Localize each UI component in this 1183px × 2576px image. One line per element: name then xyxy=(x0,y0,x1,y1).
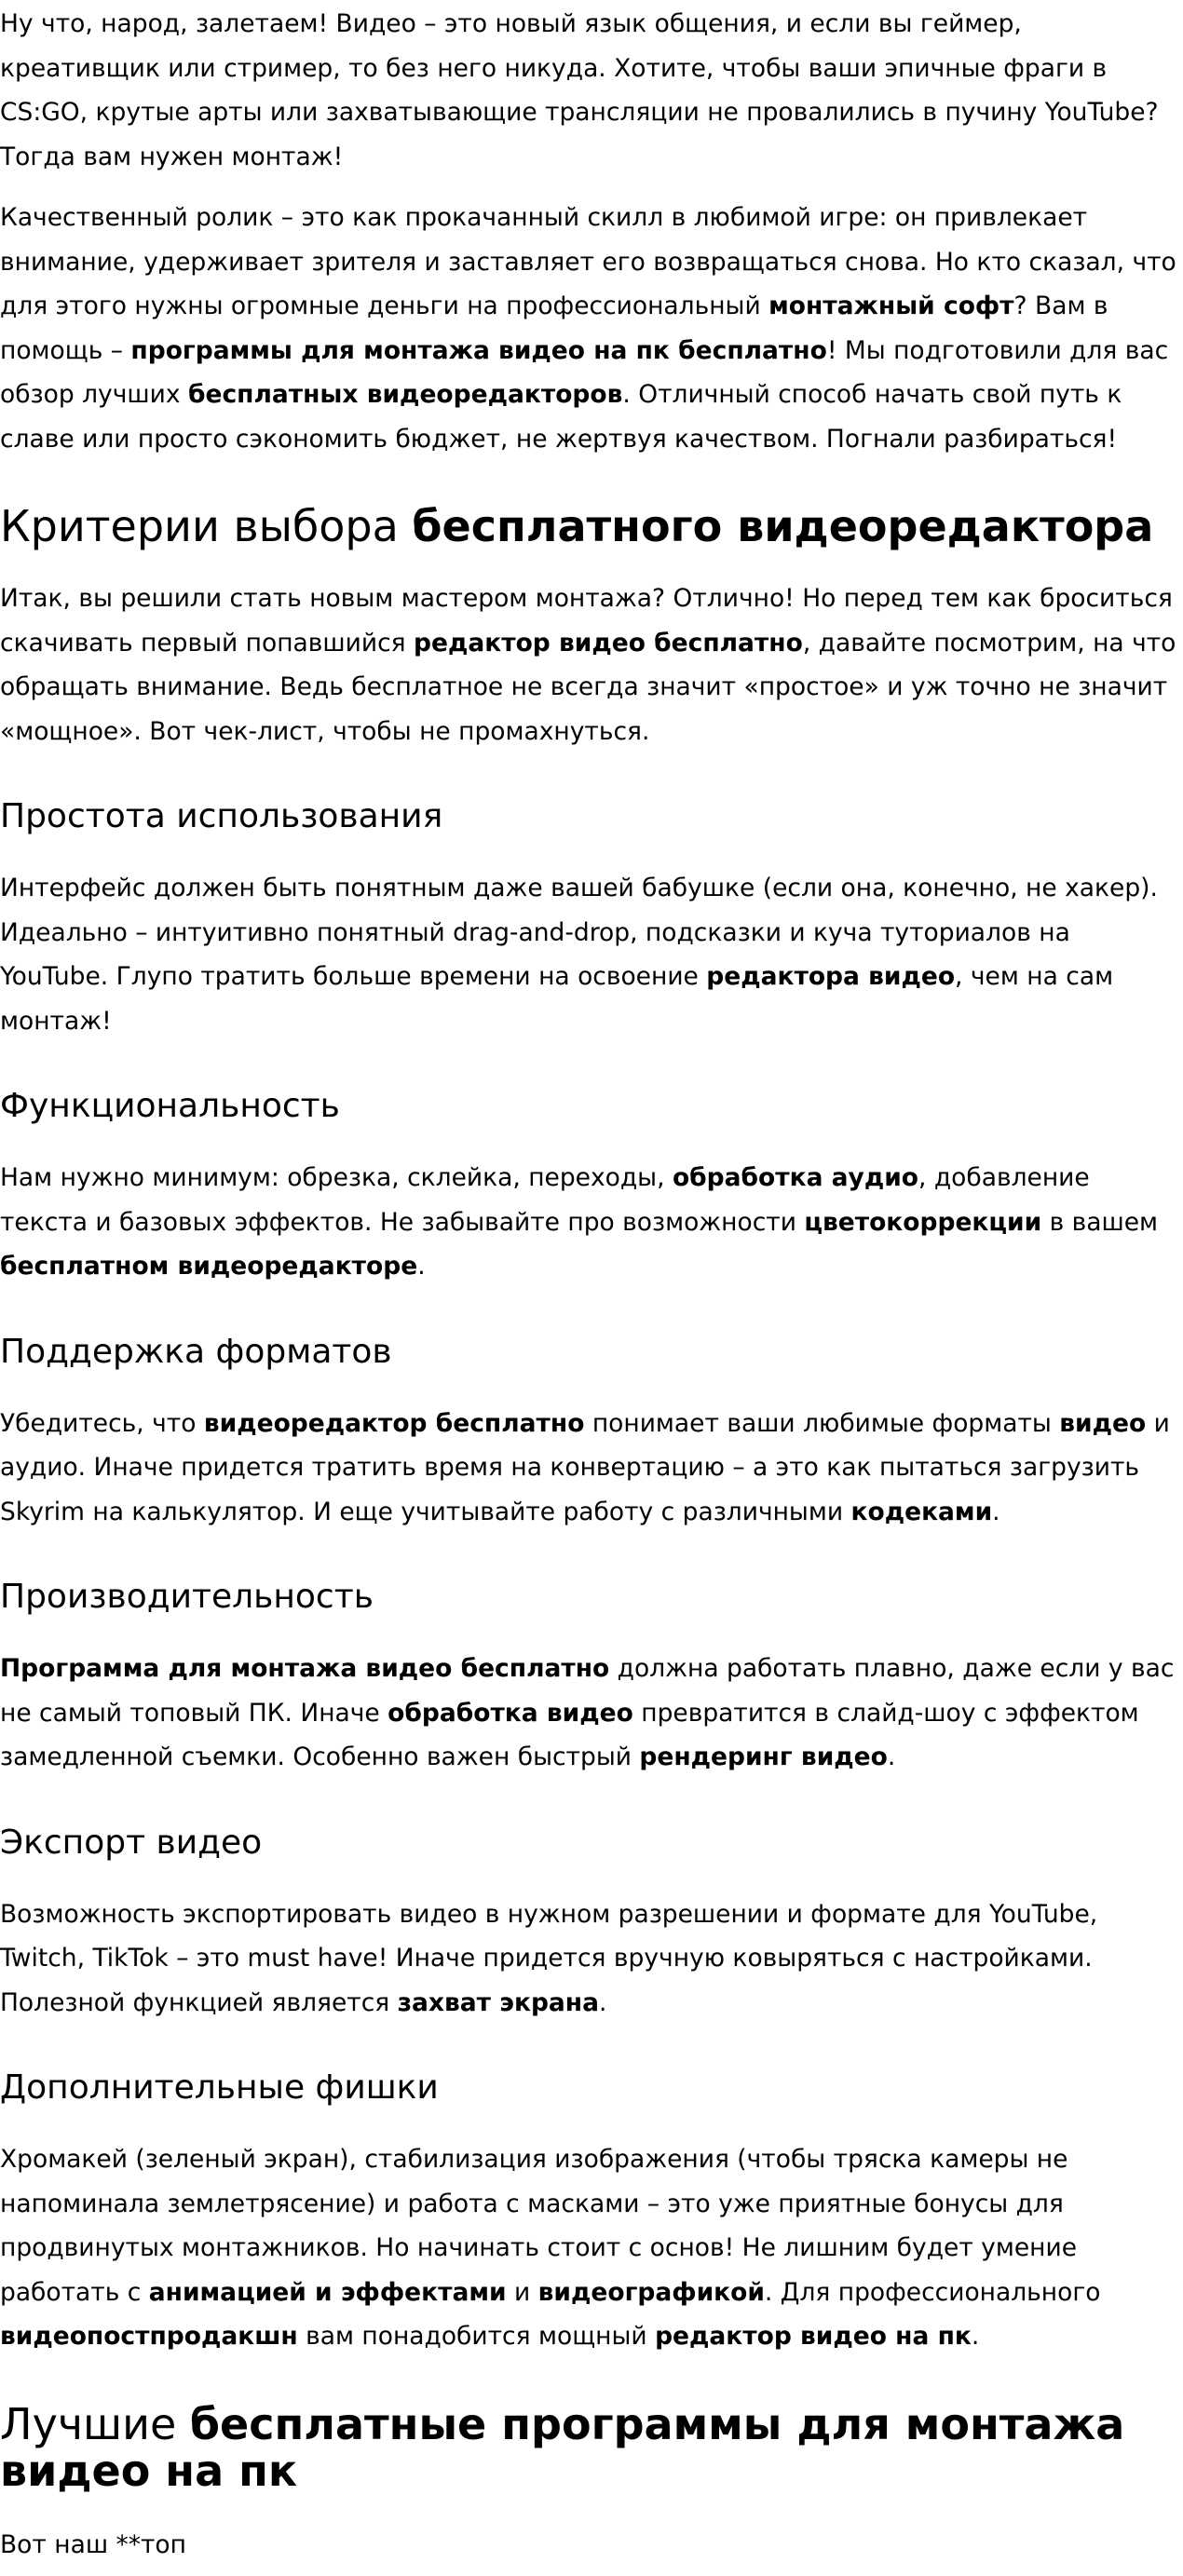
bold-keyword: цветокоррекции xyxy=(804,1207,1042,1237)
heading-best-programs xyxy=(0,2398,1183,2496)
section-paragraph-extras xyxy=(0,2137,1183,2359)
criteria-sections xyxy=(0,796,1183,2359)
bold-keyword: рендеринг видео xyxy=(639,1742,888,1771)
text-segment: . Для профессионального xyxy=(764,2277,1101,2307)
text-segment: и xyxy=(506,2277,538,2307)
text-segment: превратится в слайд-шоу с эффектом замедленной съемки. Особенно важен быстрый xyxy=(0,1698,1139,1771)
text-segment: ! Мы подготовили для вас обзор лучших xyxy=(0,335,1169,409)
bold-keyword: видеопостпродакшн xyxy=(0,2322,298,2351)
text-segment: ? Вам в помощь – xyxy=(0,291,1108,365)
section-heading-extras: Дополнительные фишки xyxy=(0,2068,439,2107)
text-segment: . xyxy=(992,1497,1000,1526)
text-segment: . xyxy=(599,1987,607,2017)
bold-keyword: обработка аудио xyxy=(672,1163,919,1192)
section-paragraph-performance xyxy=(0,1647,1183,1780)
section-paragraph-formats xyxy=(0,1402,1183,1535)
bold-keyword: кодеками xyxy=(850,1497,993,1526)
text-segment: Хромакей (зеленый экран), стабилизация изображения (чтобы тряска камеры не напоминала землетрясение) и работа с масками – это уже приятные бонусы для продвинутых монтажников. Но начинать стоит с основ! Не лишним будет умение работать с xyxy=(0,2145,1078,2307)
section-paragraph-ease-of-use xyxy=(0,866,1183,1043)
bold-keyword: видеоредактор бесплатно xyxy=(203,1408,585,1438)
bold-keyword: программы для монтажа видео на пк бесплатно xyxy=(130,335,827,365)
text-segment: . xyxy=(887,1742,896,1771)
section-heading-functionality: Функциональность xyxy=(0,1087,340,1125)
bold-keyword: захват экрана xyxy=(397,1987,600,2017)
text-segment: Критерии выбора xyxy=(0,501,413,551)
bold-keyword: видеографикой xyxy=(537,2277,765,2307)
bold-keyword: Программа для монтажа видео бесплатно xyxy=(0,1654,610,1683)
text-segment: , добавление текста и базовых эффектов. Не забывайте про возможности xyxy=(0,1163,1090,1237)
bold-keyword: видео xyxy=(1059,1408,1147,1438)
section-heading-formats: Поддержка форматов xyxy=(0,1332,392,1371)
text-segment: Убедитесь, что xyxy=(0,1408,204,1438)
intro-paragraph-1 xyxy=(0,2,1183,179)
bold-keyword: бесплатном видеоредакторе xyxy=(0,1252,418,1281)
text-segment: понимает ваши любимые форматы xyxy=(584,1408,1060,1438)
section-heading-performance: Производительность xyxy=(0,1578,374,1616)
text-segment: . Отличный способ начать свой путь к славе или просто сэкономить бюджет, не жертвуя качеством. Погнали разбираться! xyxy=(0,380,1122,454)
heading-criteria xyxy=(0,501,1183,551)
text-segment: Ну что, народ, залетаем! Видео – это новый язык общения, и если вы геймер, креативщик или стример, то без него никуда. Хотите, чтобы ваши эпичные фраги в CS:GO, крутые арты или захватывающие трансляции не провалились в пучину YouTube? Тогда вам нужен монтаж! xyxy=(0,9,1159,171)
text-segment: Интерфейс должен быть понятным даже вашей бабушке (если она, конечно, не хакер). Идеально – интуитивно понятный drag-and-drop, подсказки и куча туториалов на YouTube. Глупо тратить больше времени на освоение xyxy=(0,874,1158,991)
text-segment: . xyxy=(971,2322,980,2351)
bold-keyword: обработка видео xyxy=(388,1698,633,1728)
bold-keyword: редактора видео xyxy=(706,962,956,991)
text-segment: Возможность экспортировать видео в нужном разрешении и формате для YouTube, Twitch, TikTok – это must have! Иначе придется вручную ковыряться с настройками. Полезной функцией является xyxy=(0,1899,1098,2017)
section-paragraph-functionality xyxy=(0,1156,1183,1289)
top-list-intro-paragraph xyxy=(0,2523,1183,2568)
section-heading-ease-of-use: Простота использования xyxy=(0,797,443,835)
text-segment: должна работать плавно, даже если у вас не самый топовый ПК. Иначе xyxy=(0,1654,1175,1728)
text-segment: и аудио. Иначе придется тратить время на конвертацию – а это как пытаться загрузить Skyrim на калькулятор. И еще учитывайте работу с различными xyxy=(0,1408,1170,1526)
text-segment: . xyxy=(417,1252,426,1281)
text-segment: Качественный ролик – это как прокачанный скилл в любимой игре: он привлекает внимание, удерживает зрителя и заставляет его возвращаться снова. Но кто сказал, что для этого нужны огромные деньги на профессиональный xyxy=(0,203,1176,320)
text-segment: Лучшие xyxy=(0,2398,190,2449)
section-heading-export: Экспорт видео xyxy=(0,1823,263,1862)
bold-keyword: бесплатные программы для монтажа видео на пк xyxy=(0,2398,1125,2496)
bold-keyword: редактор видео на пк xyxy=(655,2322,972,2351)
text-segment: вам понадобится мощный xyxy=(297,2322,656,2351)
text-segment: в вашем xyxy=(1041,1207,1159,1237)
text-segment: Вот наш **топ xyxy=(0,2529,186,2559)
text-segment: Нам нужно минимум: обрезка, склейка, переходы, xyxy=(0,1163,673,1192)
text-segment: , давайте посмотрим, на что обращать внимание. Ведь бесплатное не всегда значит «простое» и уж точно не значит «мощное». Вот чек-лист, чтобы не промахнуться. xyxy=(0,628,1176,746)
text-segment: Итак, вы решили стать новым мастером монтажа? Отлично! Но перед тем как броситься скачивать первый попавшийся xyxy=(0,584,1173,658)
bold-keyword: анимацией и эффектами xyxy=(148,2277,507,2307)
section-paragraph-export xyxy=(0,1892,1183,2026)
bold-keyword: бесплатного видеоредактора xyxy=(412,501,1154,551)
bold-keyword: монтажный софт xyxy=(768,291,1014,320)
article xyxy=(0,2,1183,2567)
bold-keyword: бесплатных видеоредакторов xyxy=(187,380,623,409)
text-segment: , чем на сам монтаж! xyxy=(0,962,1114,1036)
intro-paragraph-2 xyxy=(0,196,1183,461)
criteria-intro-paragraph xyxy=(0,576,1183,753)
bold-keyword: редактор видео бесплатно xyxy=(414,628,803,658)
